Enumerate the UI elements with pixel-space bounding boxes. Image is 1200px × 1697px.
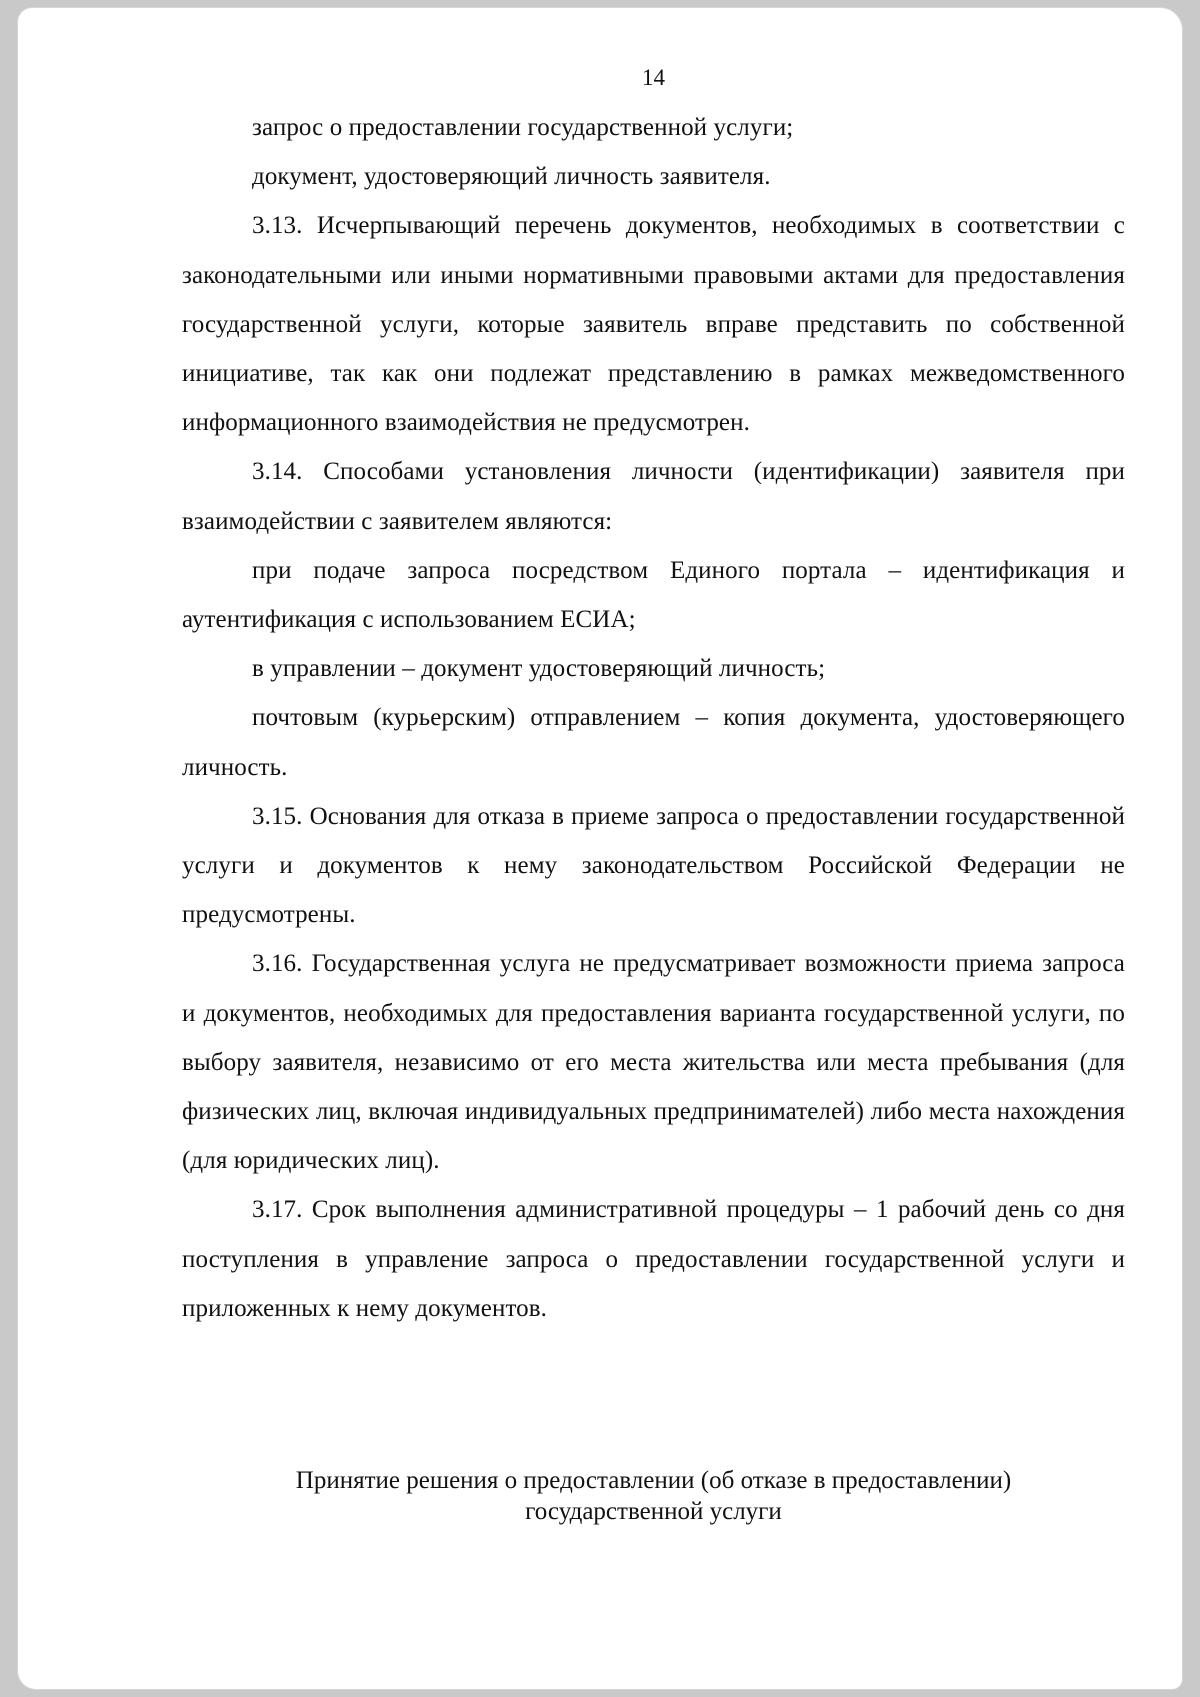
document-page <box>18 8 1182 1689</box>
paragraph-postal-identification: почтовым (курьерским) отправлением – копия документа, удостоверяющего личность. <box>182 704 1125 781</box>
paragraph-3-17: 3.17. Срок выполнения административной процедуры – 1 рабочий день со дня поступления в управление запроса о предоставлении государственной услуги и приложенных к нему документов. <box>182 1196 1125 1322</box>
paragraph-3-16: 3.16. Государственная услуга не предусматривает возможности приема запроса и документов, необходимых для предоставления варианта государственной услуги, по выбору заявителя, независимо от его места жительства или места пребывания (для физических лиц, включая индивидуальных предпринимателей) либо места нахождения (для юридических лиц). <box>182 950 1125 1175</box>
paragraph-identity-document: документ, удостоверяющий личность заявителя. <box>252 163 771 191</box>
paragraph-request: запрос о предоставлении государственной услуги; <box>252 114 794 141</box>
section-heading <box>182 1465 1125 1527</box>
paragraph-portal-identification: при подаче запроса посредством Единого портала – идентификация и аутентификация с использованием ЕСИА; <box>182 556 1125 634</box>
paragraph-3-15: 3.15. Основания для отказа в приеме запроса о предоставлении государственной услуги и документов к нему законодательством Российской Федерации не предусмотрены. <box>182 802 1125 929</box>
paragraph-3-13: 3.13. Исчерпывающий перечень документов, необходимых в соответствии с законодательными или иными нормативными правовыми актами для предоставления государственной услуги, которые заявитель вправе представить по собственной инициативе, так как они подлежат представлению в рамках межведомственного информационного взаимодействия не предусмотрен. <box>182 212 1125 437</box>
body-text <box>182 103 1125 1333</box>
paragraph-3-14: 3.14. Способами установления личности (идентификации) заявителя при взаимодействии с заявителем являются: <box>182 458 1125 535</box>
section-heading-line-2: государственной услуги <box>525 1498 782 1525</box>
page-number: 14 <box>642 65 665 90</box>
paragraph-office-identification: в управлении – документ удостоверяющий личность; <box>252 655 826 683</box>
section-heading-line-1: Принятие решения о предоставлении (об отказе в предоставлении) <box>295 1467 1012 1494</box>
